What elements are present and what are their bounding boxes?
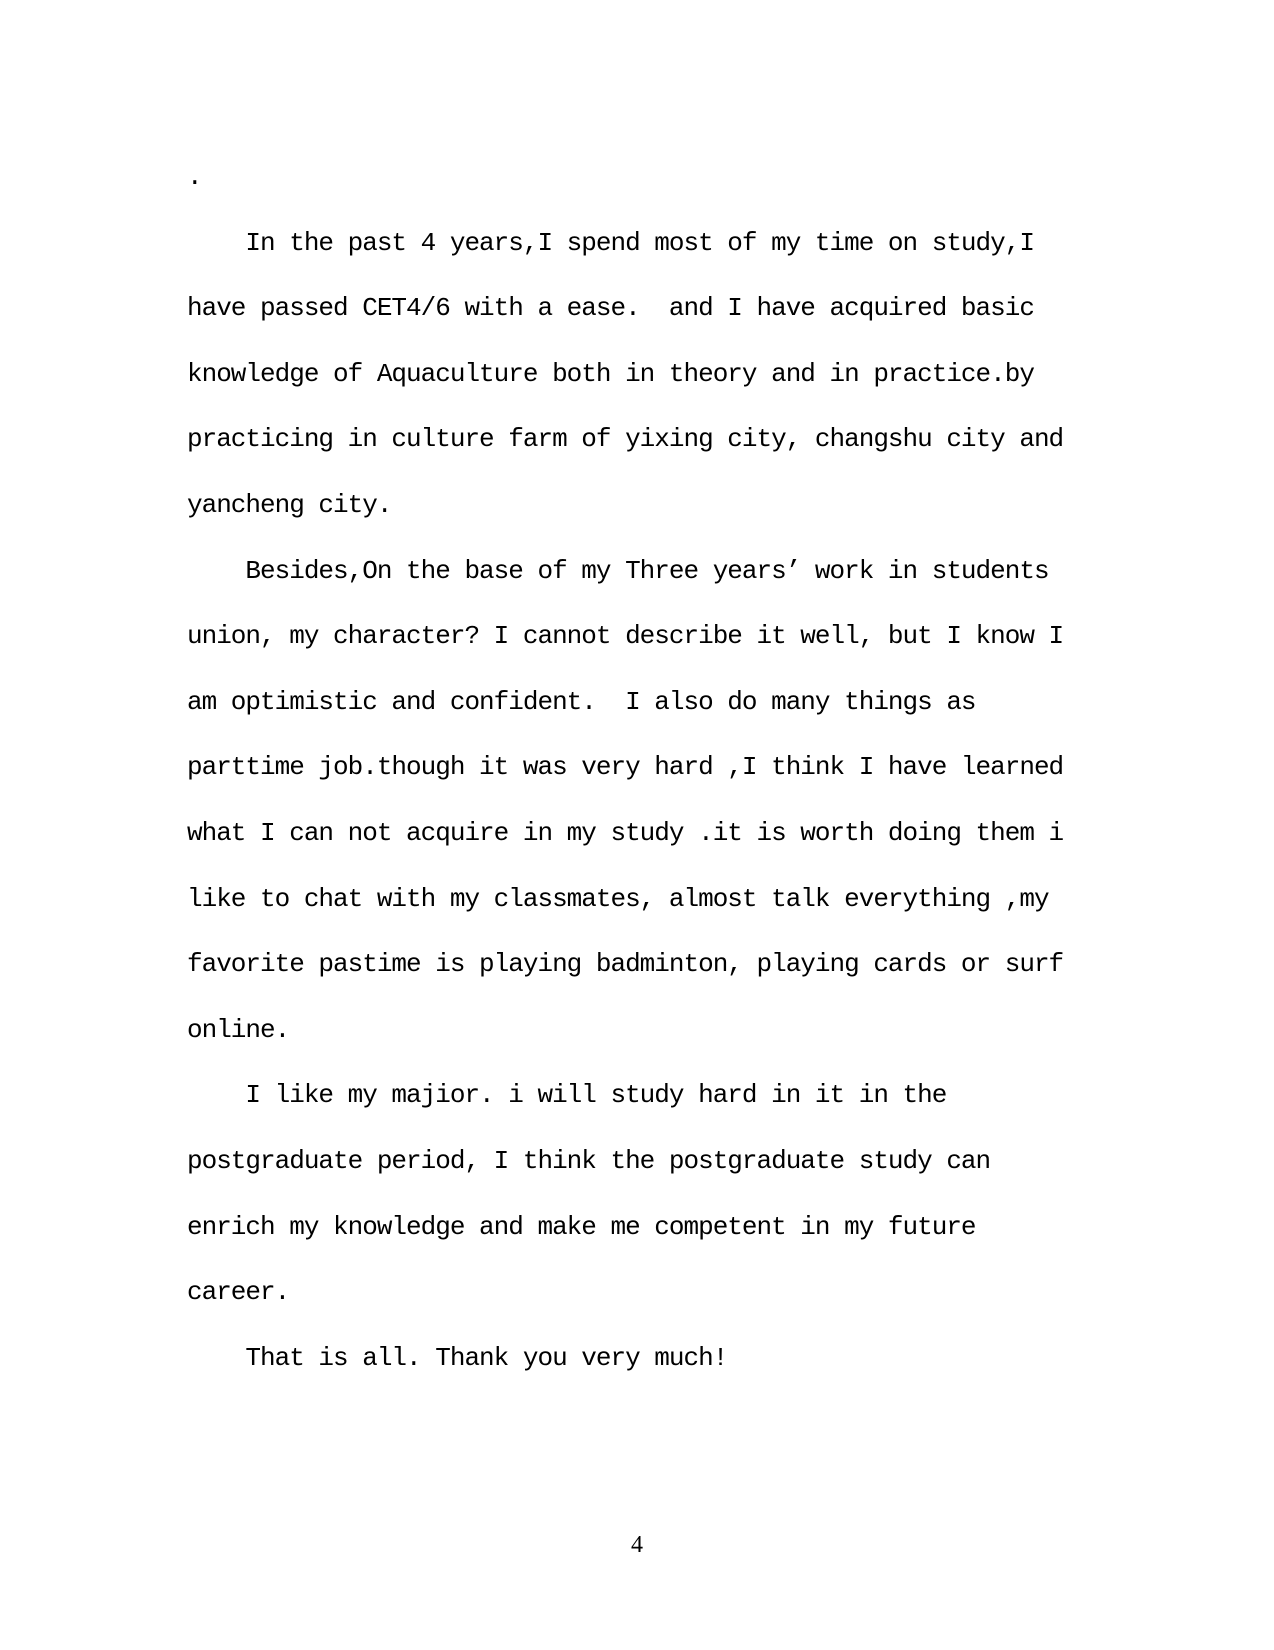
text-line: postgraduate period, I think the postgraduate study can [187, 1145, 991, 1176]
text-line: have passed CET4/6 with a ease. and I have acquired basic [187, 293, 1034, 324]
text-line: what I can not acquire in my study .it is worth doing them i [187, 817, 1064, 848]
text-line: That is all. Thank you very much! [187, 1342, 728, 1373]
text-line: am optimistic and confident. I also do many things as [187, 686, 976, 717]
text-line: Besides,On the base of my Three years’ work in students [187, 555, 1049, 586]
text-line: knowledge of Aquaculture both in theory and in practice.by [187, 358, 1034, 389]
page-number: 4 [631, 1532, 643, 1558]
text-line: parttime job.though it was very hard ,I think I have learned [187, 752, 1064, 783]
page-footer [0, 1532, 1274, 1559]
text-line: In the past 4 years,I spend most of my time on study,I [187, 227, 1034, 258]
text-line: practicing in culture farm of yixing city, changshu city and [187, 424, 1064, 455]
text-line: I like my majior. i will study hard in it in the [187, 1080, 947, 1111]
text-line: online. [187, 1014, 290, 1045]
text-line: . [187, 162, 202, 192]
text-line: like to chat with my classmates, almost talk everything ,my [187, 883, 1049, 914]
text-line: union, my character? I cannot describe it well, but I know I [187, 621, 1064, 652]
text-line: favorite pastime is playing badminton, playing cards or surf [187, 949, 1064, 980]
text-line: enrich my knowledge and make me competent in my future [187, 1211, 976, 1242]
text-line: yancheng city. [187, 489, 392, 520]
text-line: career. [187, 1277, 290, 1308]
